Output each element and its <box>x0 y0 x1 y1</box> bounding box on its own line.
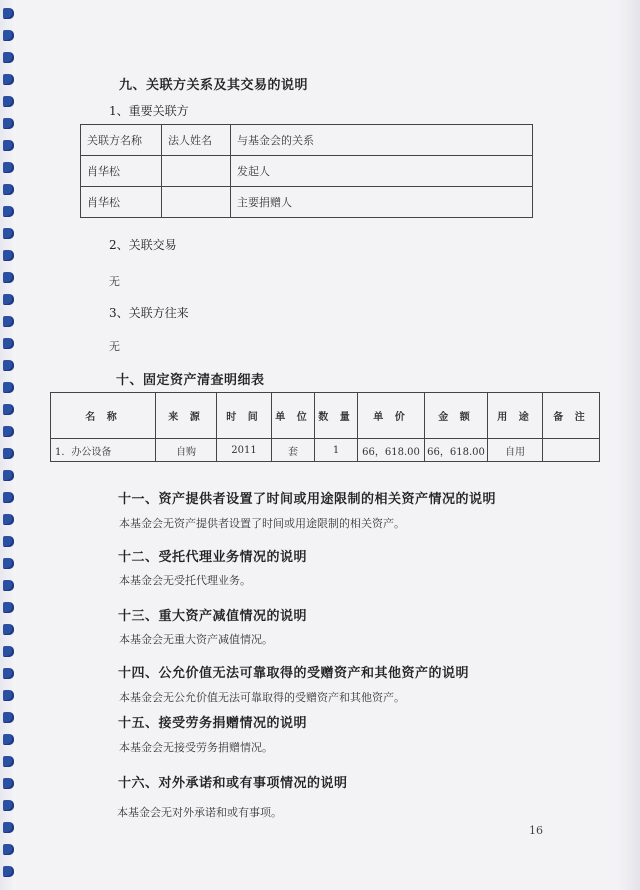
table-header-cell: 金 额 <box>425 393 488 439</box>
section-15-title: 十五、接受劳务捐赠情况的说明 <box>118 716 308 731</box>
section-11-title: 十一、资产提供者设置了时间或用途限制的相关资产情况的说明 <box>118 492 497 507</box>
section-9-sub2-body: 无 <box>109 275 120 288</box>
binding-coil <box>3 228 14 239</box>
binding-coil <box>3 536 14 547</box>
fixed-assets-table <box>50 392 600 462</box>
binding-coil <box>3 492 14 503</box>
table-header-cell: 用 途 <box>488 393 543 439</box>
binding-coil <box>3 404 14 415</box>
binding-coil <box>3 294 14 305</box>
page-number: 16 <box>529 824 543 837</box>
table-cell <box>162 156 231 187</box>
section-13-body: 本基金会无重大资产减值情况。 <box>119 633 273 646</box>
table-header-cell: 备 注 <box>543 393 600 439</box>
binding-coil <box>3 800 14 811</box>
binding-coil <box>3 426 14 437</box>
table-header-cell: 数 量 <box>315 393 358 439</box>
section-12-title: 十二、受托代理业务情况的说明 <box>118 550 308 565</box>
binding-coil <box>3 338 14 349</box>
table-cell: 自用 <box>488 439 543 462</box>
binding-coil <box>3 52 14 63</box>
binding-coil <box>3 74 14 85</box>
binding-coil <box>3 734 14 745</box>
binding-coil <box>3 514 14 525</box>
binding-coil <box>3 448 14 459</box>
binding-coil <box>3 118 14 129</box>
table-header-row <box>81 125 533 156</box>
section-15-body: 本基金会无接受劳务捐赠情况。 <box>119 741 273 754</box>
section-16-body: 本基金会无对外承诺和或有事项。 <box>117 806 282 819</box>
table-header-cell: 法人姓名 <box>162 125 231 156</box>
binding-coil <box>3 470 14 481</box>
binding-coil <box>3 8 14 19</box>
binding-coil <box>3 866 14 877</box>
binding-coil <box>3 316 14 327</box>
section-16-title: 十六、对外承诺和或有事项情况的说明 <box>118 776 348 791</box>
table-cell: 主要捐赠人 <box>231 187 533 218</box>
section-14-title: 十四、公允价值无法可靠取得的受赠资产和其他资产的说明 <box>118 666 470 681</box>
binding-coil <box>3 822 14 833</box>
table-cell: 发起人 <box>231 156 533 187</box>
table-row <box>81 187 533 218</box>
binding-coil <box>3 558 14 569</box>
table-cell <box>543 439 600 462</box>
table-cell: 自购 <box>156 439 217 462</box>
binding-coil <box>3 580 14 591</box>
binding-coil <box>3 668 14 679</box>
table-row <box>81 156 533 187</box>
binding-coil <box>3 778 14 789</box>
section-10-title: 十、固定资产清查明细表 <box>116 373 265 388</box>
table-header-cell: 关联方名称 <box>81 125 162 156</box>
binding-coil <box>3 624 14 635</box>
binding-coil <box>3 712 14 723</box>
binding-coil <box>3 756 14 767</box>
table-cell: 1 <box>315 439 358 462</box>
table-cell: 66，618.00 <box>425 439 488 462</box>
table-header-cell: 单 价 <box>358 393 425 439</box>
table-cell: 肖华松 <box>81 156 162 187</box>
binding-coil <box>3 250 14 261</box>
section-9-sub3-body: 无 <box>109 340 120 353</box>
table-cell: 66，618.00 <box>358 439 425 462</box>
table-cell: 肖华松 <box>81 187 162 218</box>
binding-coil <box>3 96 14 107</box>
section-13-title: 十三、重大资产减值情况的说明 <box>118 609 308 624</box>
table-cell: 1．办公设备 <box>51 439 156 462</box>
section-14-body: 本基金会无公允价值无法可靠取得的受赠资产和其他资产。 <box>119 691 405 704</box>
table-cell <box>162 187 231 218</box>
section-9-sub2: 2、关联交易 <box>109 238 177 252</box>
binding-coil <box>3 162 14 173</box>
section-11-body: 本基金会无资产提供者设置了时间或用途限制的相关资产。 <box>119 517 405 530</box>
section-9-title: 九、关联方关系及其交易的说明 <box>119 78 309 93</box>
spiral-binding <box>0 0 16 890</box>
binding-coil <box>3 646 14 657</box>
binding-coil <box>3 30 14 41</box>
section-9-sub3: 3、关联方往来 <box>109 306 189 320</box>
binding-coil <box>3 844 14 855</box>
binding-coil <box>3 184 14 195</box>
binding-coil <box>3 690 14 701</box>
table-cell: 套 <box>272 439 315 462</box>
binding-coil <box>3 272 14 283</box>
table-header-cell: 来 源 <box>156 393 217 439</box>
table-header-cell: 与基金会的关系 <box>231 125 533 156</box>
table-header-cell: 名 称 <box>51 393 156 439</box>
binding-coil <box>3 360 14 371</box>
table-cell: 2011 <box>217 439 272 462</box>
table-header-row <box>51 393 600 439</box>
section-9-sub1: 1、重要关联方 <box>109 104 189 118</box>
section-12-body: 本基金会无受托代理业务。 <box>119 574 251 587</box>
binding-coil <box>3 382 14 393</box>
table-row <box>51 439 600 462</box>
table-header-cell: 单 位 <box>272 393 315 439</box>
related-parties-table <box>80 124 533 218</box>
binding-coil <box>3 206 14 217</box>
table-header-cell: 时 间 <box>217 393 272 439</box>
page-edge-shadow <box>618 0 640 890</box>
binding-coil <box>3 140 14 151</box>
binding-coil <box>3 602 14 613</box>
